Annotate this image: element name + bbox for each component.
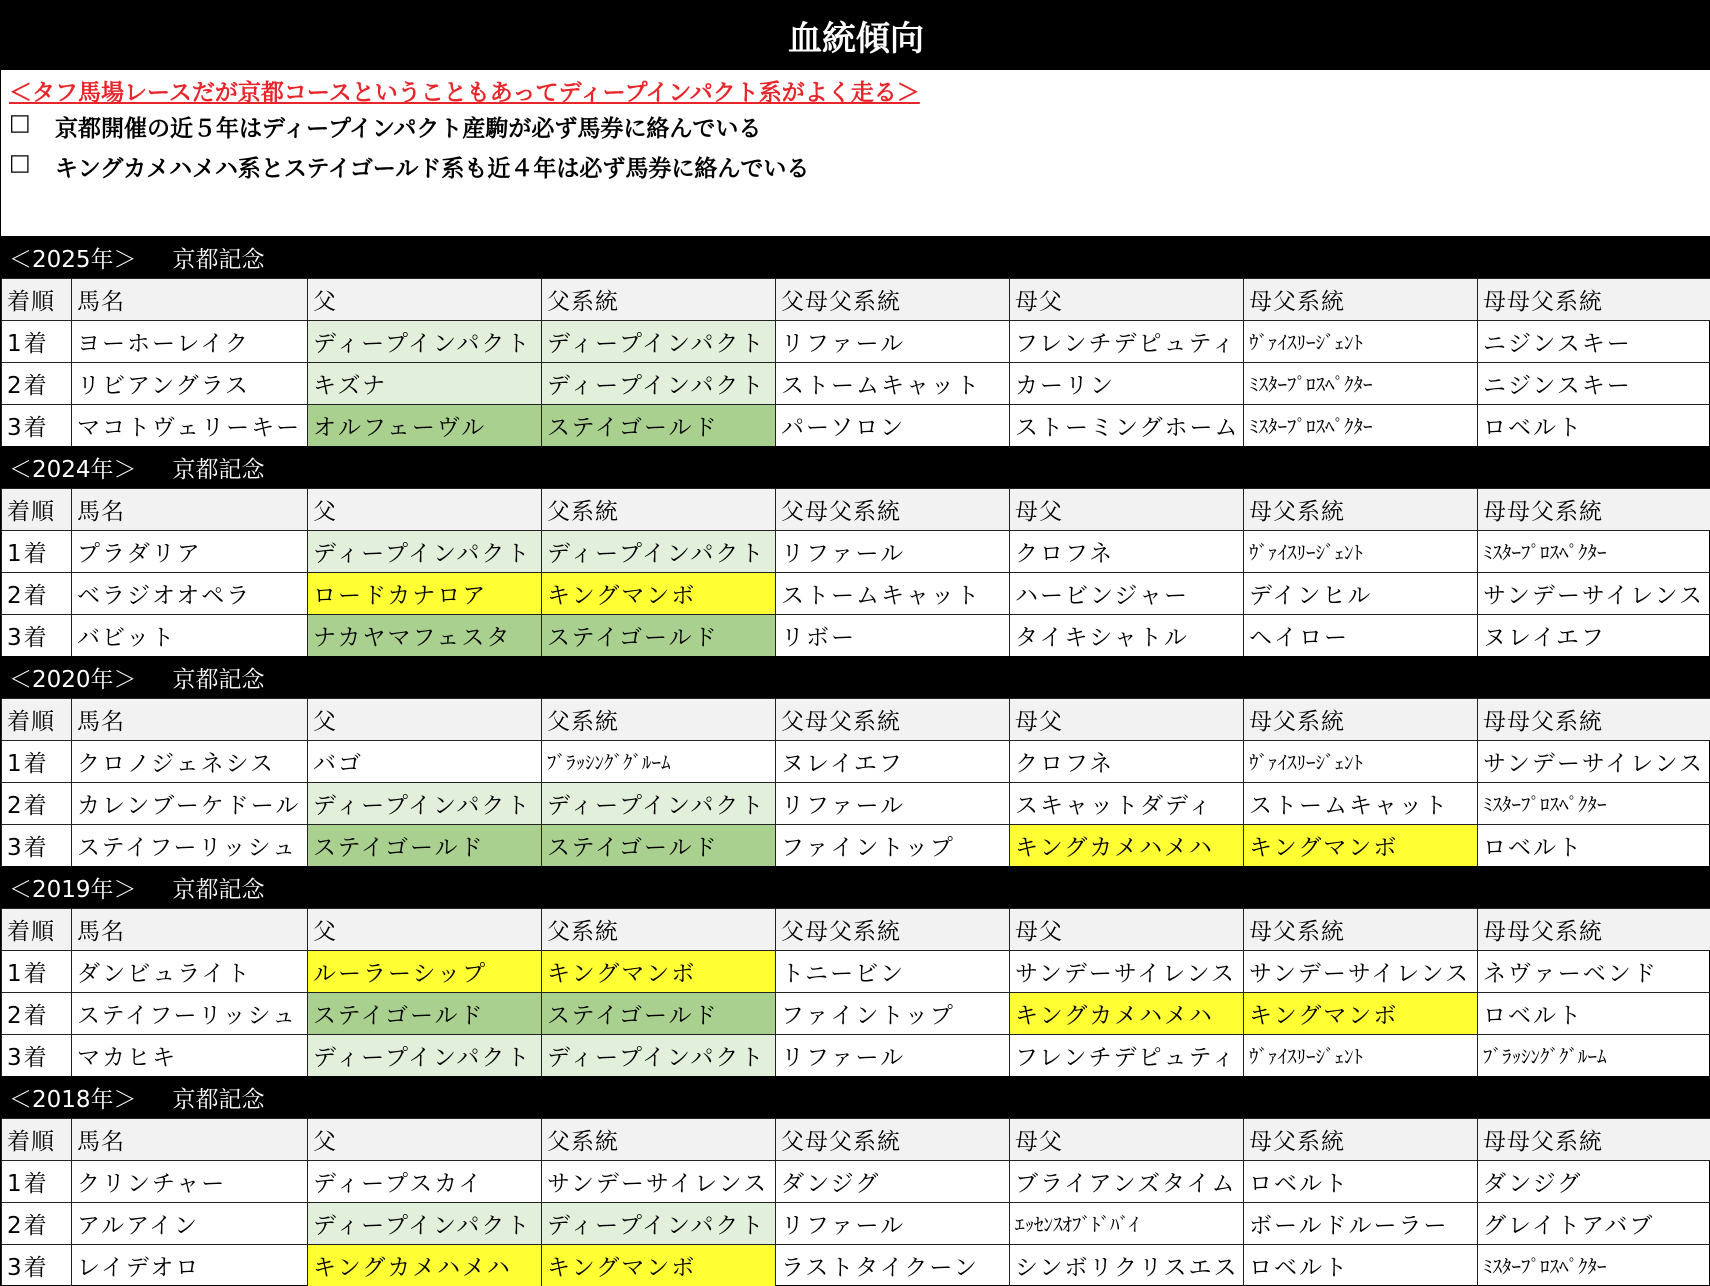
dam-dam-sire-line-cell: サンデーサイレンス [1478,741,1710,783]
sire-cell: バゴ [308,741,542,783]
dam-sire-cell: クロフネ [1010,741,1244,783]
sire-cell: オルフェーヴル [308,405,542,447]
table-row [2,825,1710,867]
sire-dam-sire-line-cell: ストームキャット [776,573,1010,615]
sire-line-cell: ステイゴールド [542,405,776,447]
sire-line-cell: ディープインパクト [542,321,776,363]
page-title: 血統傾向 [1,1,1710,70]
column-header: 父母父系統 [776,279,1010,321]
section-header [1,446,1710,488]
results-table [1,908,1710,1077]
table-row [2,1161,1710,1203]
sire-dam-sire-line-cell: リファール [776,783,1010,825]
section-year: ＜2019年＞ [9,876,137,903]
column-header: 父 [308,1119,542,1161]
sire-cell: ロードカナロア [308,573,542,615]
horse-name-cell: クリンチャー [72,1161,308,1203]
table-row [2,573,1710,615]
finish-position-cell: 2着 [2,573,72,615]
sire-line-cell: ﾌﾞﾗｯｼﾝｸﾞｸﾞﾙｰﾑ [542,741,776,783]
finish-position-cell: 2着 [2,783,72,825]
sire-cell: ステイゴールド [308,993,542,1035]
horse-name-cell: ステイフーリッシュ [72,993,308,1035]
sire-cell: ルーラーシップ [308,951,542,993]
bullet-note [9,110,761,143]
column-header: 着順 [2,279,72,321]
sire-cell: ディープスカイ [308,1161,542,1203]
dam-dam-sire-line-cell: ﾐｽﾀｰﾌﾟﾛｽﾍﾟｸﾀｰ [1478,783,1710,825]
sire-dam-sire-line-cell: リファール [776,531,1010,573]
dam-dam-sire-line-cell: ダンジグ [1478,1161,1710,1203]
dam-dam-sire-line-cell: ﾐｽﾀｰﾌﾟﾛｽﾍﾟｸﾀｰ [1478,1245,1710,1286]
sire-dam-sire-line-cell: トニービン [776,951,1010,993]
table-row [2,321,1710,363]
table-header-row [2,1119,1710,1161]
results-table [1,488,1710,657]
sire-line-cell: キングマンボ [542,951,776,993]
sire-line-cell: キングマンボ [542,1245,776,1286]
bullet-text: 京都開催の近５年はディープインパクト産駒が必ず馬券に絡んでいる [55,116,762,142]
column-header: 着順 [2,489,72,531]
dam-sire-cell: スキャットダディ [1010,783,1244,825]
column-header: 父系統 [542,279,776,321]
column-header: 父 [308,489,542,531]
column-header: 母母父系統 [1478,699,1710,741]
column-header: 着順 [2,699,72,741]
sire-cell: ナカヤマフェスタ [308,615,542,657]
sire-cell: ディープインパクト [308,1203,542,1245]
column-header: 母父 [1010,909,1244,951]
results-table [1,278,1710,447]
table-row [2,531,1710,573]
dam-dam-sire-line-cell: ﾌﾞﾗｯｼﾝｸﾞｸﾞﾙｰﾑ [1478,1035,1710,1077]
sire-cell: ステイゴールド [308,825,542,867]
column-header: 馬名 [72,489,308,531]
column-header: 父 [308,909,542,951]
table-row [2,363,1710,405]
column-header: 母父 [1010,1119,1244,1161]
dam-sire-cell: タイキシャトル [1010,615,1244,657]
column-header: 父系統 [542,489,776,531]
sire-dam-sire-line-cell: リファール [776,1203,1010,1245]
checkbox-icon: □ [9,110,31,136]
sire-dam-sire-line-cell: リボー [776,615,1010,657]
dam-dam-sire-line-cell: サンデーサイレンス [1478,573,1710,615]
race-section [1,1076,1710,1286]
section-race: 京都記念 [172,666,265,693]
column-header: 父母父系統 [776,909,1010,951]
column-header: 母父 [1010,279,1244,321]
table-row [2,615,1710,657]
section-header [1,656,1710,698]
dam-dam-sire-line-cell: ロベルト [1478,825,1710,867]
horse-name-cell: マコトヴェリーキー [72,405,308,447]
column-header: 母母父系統 [1478,279,1710,321]
table-row [2,993,1710,1035]
horse-name-cell: ヨーホーレイク [72,321,308,363]
column-header: 母父系統 [1244,909,1478,951]
dam-sire-line-cell: ボールドルーラー [1244,1203,1478,1245]
section-race: 京都記念 [172,1086,265,1113]
dam-sire-cell: ハービンジャー [1010,573,1244,615]
checkbox-icon: □ [9,150,31,176]
dam-sire-line-cell: ﾐｽﾀｰﾌﾟﾛｽﾍﾟｸﾀｰ [1244,405,1478,447]
column-header: 馬名 [72,1119,308,1161]
column-header: 母父系統 [1244,279,1478,321]
dam-sire-line-cell: サンデーサイレンス [1244,951,1478,993]
column-header: 父 [308,279,542,321]
column-header: 母父 [1010,699,1244,741]
table-header-row [2,279,1710,321]
headline-note: ＜タフ馬場レースだが京都コースということもあってディープインパクト系がよく走る＞ [9,80,920,106]
column-header: 馬名 [72,279,308,321]
notes-panel [1,70,1710,236]
column-header: 父系統 [542,909,776,951]
column-header: 母父系統 [1244,699,1478,741]
sire-cell: ディープインパクト [308,531,542,573]
sire-dam-sire-line-cell: ファイントップ [776,825,1010,867]
dam-sire-cell: サンデーサイレンス [1010,951,1244,993]
race-section [1,446,1710,656]
horse-name-cell: レイデオロ [72,1245,308,1286]
horse-name-cell: プラダリア [72,531,308,573]
finish-position-cell: 3着 [2,1245,72,1286]
dam-sire-line-cell: キングマンボ [1244,825,1478,867]
horse-name-cell: カレンブーケドール [72,783,308,825]
finish-position-cell: 3着 [2,1035,72,1077]
sire-line-cell: ディープインパクト [542,531,776,573]
table-header-row [2,489,1710,531]
sire-line-cell: ステイゴールド [542,615,776,657]
dam-sire-cell: フレンチデピュティ [1010,321,1244,363]
sire-line-cell: ディープインパクト [542,1203,776,1245]
column-header: 母母父系統 [1478,489,1710,531]
section-header [1,1076,1710,1118]
dam-sire-line-cell: ｳﾞｧｲｽﾘｰｼﾞｪﾝﾄ [1244,741,1478,783]
dam-sire-cell: ストーミングホーム [1010,405,1244,447]
section-year: ＜2020年＞ [9,666,137,693]
horse-name-cell: ステイフーリッシュ [72,825,308,867]
horse-name-cell: ダンビュライト [72,951,308,993]
section-year: ＜2025年＞ [9,246,137,273]
race-section [1,656,1710,866]
finish-position-cell: 3着 [2,615,72,657]
dam-dam-sire-line-cell: ネヴァーベンド [1478,951,1710,993]
dam-sire-line-cell: ロベルト [1244,1245,1478,1286]
column-header: 父母父系統 [776,1119,1010,1161]
sire-dam-sire-line-cell: パーソロン [776,405,1010,447]
sire-dam-sire-line-cell: ラストタイクーン [776,1245,1010,1286]
sire-dam-sire-line-cell: リファール [776,1035,1010,1077]
dam-sire-cell: クロフネ [1010,531,1244,573]
race-section [1,866,1710,1076]
table-row [2,405,1710,447]
column-header: 母父 [1010,489,1244,531]
finish-position-cell: 1着 [2,1161,72,1203]
bullet-text: キングカメハメハ系とステイゴールド系も近４年は必ず馬券に絡んでいる [55,156,810,182]
column-header: 馬名 [72,909,308,951]
horse-name-cell: ベラジオオペラ [72,573,308,615]
section-race: 京都記念 [172,246,265,273]
finish-position-cell: 1着 [2,531,72,573]
sire-dam-sire-line-cell: ヌレイエフ [776,741,1010,783]
finish-position-cell: 3着 [2,405,72,447]
column-header: 馬名 [72,699,308,741]
section-header [1,236,1710,278]
section-header [1,866,1710,908]
sire-cell: ディープインパクト [308,783,542,825]
horse-name-cell: マカヒキ [72,1035,308,1077]
horse-name-cell: リビアングラス [72,363,308,405]
sire-line-cell: ディープインパクト [542,363,776,405]
column-header: 母母父系統 [1478,909,1710,951]
dam-sire-line-cell: ストームキャット [1244,783,1478,825]
table-row [2,741,1710,783]
dam-sire-line-cell: デインヒル [1244,573,1478,615]
column-header: 着順 [2,909,72,951]
dam-sire-line-cell: ﾐｽﾀｰﾌﾟﾛｽﾍﾟｸﾀｰ [1244,363,1478,405]
bullet-note [9,150,809,183]
dam-sire-line-cell: ｳﾞｧｲｽﾘｰｼﾞｪﾝﾄ [1244,321,1478,363]
column-header: 父 [308,699,542,741]
race-sections [1,236,1710,1286]
dam-sire-cell: ｴｯｾﾝｽｵﾌﾞﾄﾞﾊﾞｲ [1010,1203,1244,1245]
section-year: ＜2018年＞ [9,1086,137,1113]
finish-position-cell: 1着 [2,741,72,783]
sire-line-cell: サンデーサイレンス [542,1161,776,1203]
results-table [1,698,1710,867]
dam-dam-sire-line-cell: ヌレイエフ [1478,615,1710,657]
dam-sire-cell: キングカメハメハ [1010,993,1244,1035]
dam-sire-line-cell: ｳﾞｧｲｽﾘｰｼﾞｪﾝﾄ [1244,1035,1478,1077]
sire-cell: ディープインパクト [308,321,542,363]
sire-dam-sire-line-cell: ダンジグ [776,1161,1010,1203]
dam-sire-cell: キングカメハメハ [1010,825,1244,867]
horse-name-cell: アルアイン [72,1203,308,1245]
column-header: 母父系統 [1244,1119,1478,1161]
table-row [2,783,1710,825]
section-year: ＜2024年＞ [9,456,137,483]
finish-position-cell: 1着 [2,951,72,993]
dam-sire-cell: シンボリクリスエス [1010,1245,1244,1286]
sire-line-cell: ステイゴールド [542,825,776,867]
sire-dam-sire-line-cell: ストームキャット [776,363,1010,405]
column-header: 父系統 [542,699,776,741]
dam-sire-line-cell: ロベルト [1244,1161,1478,1203]
horse-name-cell: クロノジェネシス [72,741,308,783]
dam-dam-sire-line-cell: ニジンスキー [1478,321,1710,363]
sire-line-cell: キングマンボ [542,573,776,615]
sire-cell: ディープインパクト [308,1035,542,1077]
finish-position-cell: 2着 [2,1203,72,1245]
table-header-row [2,699,1710,741]
horse-name-cell: バビット [72,615,308,657]
section-race: 京都記念 [172,456,265,483]
section-race: 京都記念 [172,876,265,903]
sire-line-cell: ディープインパクト [542,1035,776,1077]
dam-sire-line-cell: ｳﾞｧｲｽﾘｰｼﾞｪﾝﾄ [1244,531,1478,573]
results-table [1,1118,1710,1286]
dam-sire-line-cell: キングマンボ [1244,993,1478,1035]
column-header: 父系統 [542,1119,776,1161]
column-header: 着順 [2,1119,72,1161]
race-section [1,236,1710,446]
table-row [2,1035,1710,1077]
column-header: 母父系統 [1244,489,1478,531]
sire-line-cell: ディープインパクト [542,783,776,825]
table-row [2,1203,1710,1245]
column-header: 父母父系統 [776,489,1010,531]
sire-cell: キズナ [308,363,542,405]
dam-sire-cell: フレンチデピュティ [1010,1035,1244,1077]
sire-line-cell: ステイゴールド [542,993,776,1035]
column-header: 母母父系統 [1478,1119,1710,1161]
dam-dam-sire-line-cell: ニジンスキー [1478,363,1710,405]
finish-position-cell: 3着 [2,825,72,867]
table-row [2,1245,1710,1286]
table-header-row [2,909,1710,951]
dam-sire-line-cell: ヘイロー [1244,615,1478,657]
dam-dam-sire-line-cell: ロベルト [1478,993,1710,1035]
dam-sire-cell: ブライアンズタイム [1010,1161,1244,1203]
finish-position-cell: 2着 [2,363,72,405]
column-header: 父母父系統 [776,699,1010,741]
dam-sire-cell: カーリン [1010,363,1244,405]
finish-position-cell: 1着 [2,321,72,363]
finish-position-cell: 2着 [2,993,72,1035]
sire-cell: キングカメハメハ [308,1245,542,1286]
dam-dam-sire-line-cell: ﾐｽﾀｰﾌﾟﾛｽﾍﾟｸﾀｰ [1478,531,1710,573]
sire-dam-sire-line-cell: ファイントップ [776,993,1010,1035]
sire-dam-sire-line-cell: リファール [776,321,1010,363]
table-row [2,951,1710,993]
dam-dam-sire-line-cell: ロベルト [1478,405,1710,447]
dam-dam-sire-line-cell: グレイトアバブ [1478,1203,1710,1245]
